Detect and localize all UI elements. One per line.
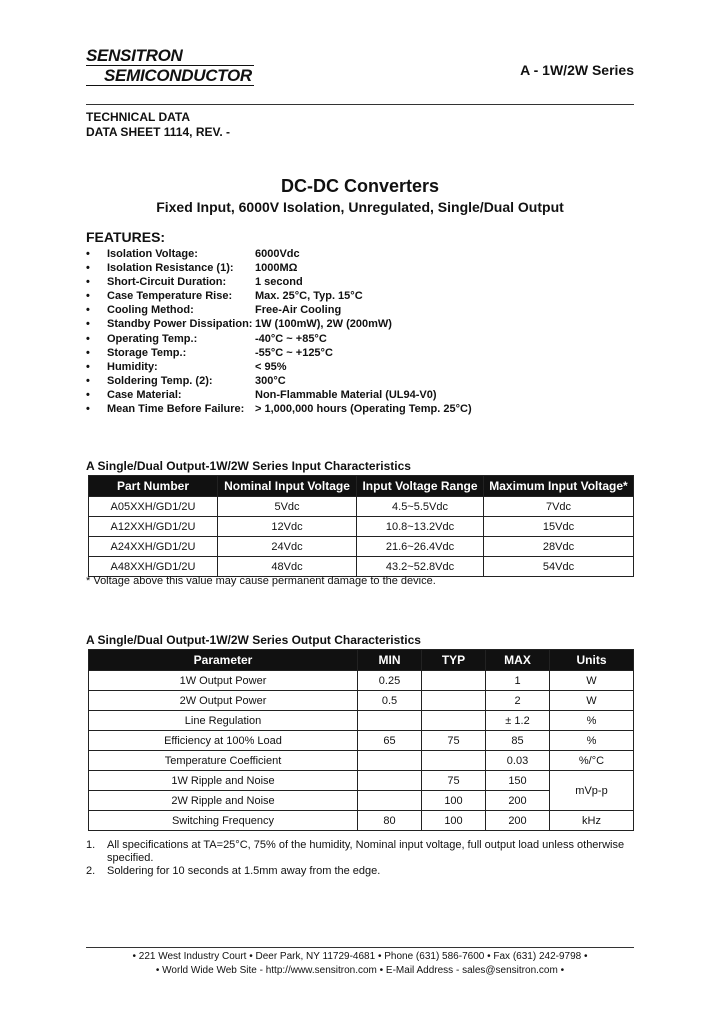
feature-name: Humidity:: [107, 360, 158, 373]
table-row: [89, 557, 634, 577]
bullet: •: [86, 374, 90, 387]
table-cell: 75: [422, 771, 486, 791]
table-header-row: [89, 476, 634, 497]
data-sheet-label: DATA SHEET 1114, REV. -: [86, 125, 231, 139]
ripple-unit-cell: mVp-p: [550, 771, 634, 811]
table-cell: 200: [486, 811, 550, 831]
table-cell: 100: [422, 811, 486, 831]
bullet: •: [86, 304, 90, 317]
footer-address: • 221 West Industry Court • Deer Park, NY 11729-4681 • Phone (631) 586-7600 • Fax (631) 242-9798 •: [132, 951, 588, 962]
table-cell: 2: [486, 691, 550, 711]
table-cell: 0.5: [358, 691, 422, 711]
table-cell: 65: [358, 731, 422, 751]
technical-data-label: TECHNICAL DATA: [86, 110, 190, 124]
table-cell: A24XXH/GD1/2U: [89, 537, 218, 557]
table-cell: 43.2~52.8Vdc: [357, 557, 484, 577]
table-cell: 150: [486, 771, 550, 791]
table-cell: 21.6~26.4Vdc: [357, 537, 484, 557]
feature-name: Case Temperature Rise:: [107, 290, 233, 303]
table-cell: 4.5~5.5Vdc: [357, 497, 484, 517]
footer-web-email: • World Wide Web Site - http://www.sensitron.com • E-Mail Address - sales@sensitron.com •: [155, 965, 565, 976]
table-cell: 15Vdc: [484, 517, 634, 537]
feature-name: Standby Power Dissipation:: [107, 318, 253, 331]
table-header-row: [89, 650, 634, 671]
table-row: [89, 517, 634, 537]
feature-value: 6000Vdc: [255, 248, 300, 260]
table-row: [89, 771, 634, 791]
table-cell: 2W Output Power: [89, 691, 358, 711]
table-row: [89, 537, 634, 557]
feature-value: Free-Air Cooling: [255, 304, 342, 317]
bullet: •: [86, 346, 90, 359]
notes-list: [86, 839, 626, 878]
feature-value: > 1,000,000 hours (Operating Temp. 25°C): [255, 403, 472, 416]
table-cell: 10.8~13.2Vdc: [357, 517, 484, 537]
output-table-heading: A Single/Dual Output-1W/2W Series Output Characteristics: [86, 633, 421, 647]
note-item: [86, 839, 626, 865]
bullet: •: [86, 388, 90, 401]
note-item: [86, 865, 626, 878]
table-cell: 12Vdc: [218, 517, 357, 537]
table-cell: 7Vdc: [484, 497, 634, 517]
table-row: [89, 497, 634, 517]
table-cell: [358, 711, 422, 731]
bullet: •: [86, 262, 90, 275]
table-cell: %: [550, 731, 634, 751]
feature-name: Soldering Temp. (2):: [107, 374, 213, 387]
table-row: [89, 751, 634, 771]
table-cell: 5Vdc: [218, 497, 357, 517]
table-row: [89, 811, 634, 831]
feature-name: Operating Temp.:: [107, 332, 198, 345]
column-header: MIN: [358, 650, 422, 671]
table-cell: 1W Output Power: [89, 671, 358, 691]
bullet: •: [86, 318, 90, 331]
table-cell: Efficiency at 100% Load: [89, 731, 358, 751]
table-cell: 48Vdc: [218, 557, 357, 577]
table-cell: Switching Frequency: [89, 811, 358, 831]
table-cell: A05XXH/GD1/2U: [89, 497, 218, 517]
series-label: A - 1W/2W Series: [520, 62, 634, 78]
table-cell: %/°C: [550, 751, 634, 771]
table-cell: W: [550, 671, 634, 691]
note-text: All specifications at TA=25°C, 75% of the humidity, Nominal input voltage, full output load unless otherwise specified.: [107, 839, 625, 864]
table-cell: kHz: [550, 811, 634, 831]
bullet: •: [86, 290, 90, 303]
feature-name: Case Material:: [107, 388, 182, 401]
feature-name: Isolation Voltage:: [107, 248, 198, 260]
feature-value: Non-Flammable Material (UL94-V0): [255, 388, 437, 401]
output-characteristics-table: [88, 649, 634, 831]
table-cell: 1W Ripple and Noise: [89, 771, 358, 791]
table-cell: ± 1.2: [486, 711, 550, 731]
column-header: Units: [550, 650, 634, 671]
feature-value: -55°C ~ +125°C: [255, 346, 333, 359]
table-cell: Temperature Coefficient: [89, 751, 358, 771]
table-cell: 0.25: [358, 671, 422, 691]
table-cell: 28Vdc: [484, 537, 634, 557]
table-cell: W: [550, 691, 634, 711]
table-cell: [358, 791, 422, 811]
column-header: Nominal Input Voltage: [218, 476, 357, 497]
bullet: •: [86, 332, 90, 345]
table-cell: [422, 671, 486, 691]
table-cell: 75: [422, 731, 486, 751]
table-cell: A48XXH/GD1/2U: [89, 557, 218, 577]
column-header: Input Voltage Range: [357, 476, 484, 497]
company-name-line2: SEMICONDUCTOR: [104, 66, 252, 85]
feature-name: Short-Circuit Duration:: [107, 276, 227, 289]
table-cell: 80: [358, 811, 422, 831]
bullet: •: [86, 403, 90, 416]
input-table-footnote: * Voltage above this value may cause permanent damage to the device.: [86, 575, 436, 587]
table-cell: [422, 691, 486, 711]
table-cell: 85: [486, 731, 550, 751]
table-cell: [358, 771, 422, 791]
table-cell: A12XXH/GD1/2U: [89, 517, 218, 537]
column-header: Parameter: [89, 650, 358, 671]
table-cell: 1: [486, 671, 550, 691]
features-heading: FEATURES:: [86, 229, 166, 245]
table-cell: [422, 711, 486, 731]
feature-name: Storage Temp.:: [107, 346, 187, 359]
table-cell: Line Regulation: [89, 711, 358, 731]
bullet: •: [86, 360, 90, 373]
company-name-line1: SENSITRON: [86, 46, 183, 65]
table-row: [89, 711, 634, 731]
note-text: Soldering for 10 seconds at 1.5mm away from the edge.: [107, 865, 381, 877]
table-cell: 54Vdc: [484, 557, 634, 577]
feature-value: 1W (100mW), 2W (200mW): [255, 318, 392, 331]
header-divider: [86, 104, 634, 105]
table-cell: 0.03: [486, 751, 550, 771]
table-cell: 200: [486, 791, 550, 811]
table-row: [89, 671, 634, 691]
table-cell: 100: [422, 791, 486, 811]
table-cell: [422, 751, 486, 771]
feature-name: Mean Time Before Failure:: [107, 403, 245, 416]
column-header: Part Number: [89, 476, 218, 497]
column-header: TYP: [422, 650, 486, 671]
column-header: MAX: [486, 650, 550, 671]
feature-value: 1000MΩ: [255, 262, 298, 275]
feature-value: 1 second: [255, 276, 303, 289]
feature-value: < 95%: [255, 360, 287, 373]
feature-value: Max. 25°C, Typ. 15°C: [255, 290, 363, 303]
logo-underline-2: [86, 85, 254, 86]
feature-name: Cooling Method:: [107, 304, 194, 317]
bullet: •: [86, 248, 90, 260]
table-cell: %: [550, 711, 634, 731]
input-table-heading: A Single/Dual Output-1W/2W Series Input Characteristics: [86, 459, 411, 473]
table-row: [89, 731, 634, 751]
document-subtitle: Fixed Input, 6000V Isolation, Unregulated, Single/Dual Output: [156, 199, 564, 215]
table-cell: 2W Ripple and Noise: [89, 791, 358, 811]
document-title: DC-DC Converters: [280, 176, 440, 196]
input-characteristics-table: [88, 475, 634, 577]
feature-value: -40°C ~ +85°C: [255, 332, 327, 345]
note-number: 1.: [86, 839, 96, 851]
table-row: [89, 691, 634, 711]
bullet: •: [86, 276, 90, 289]
table-cell: 24Vdc: [218, 537, 357, 557]
feature-value: 300°C: [255, 374, 286, 387]
column-header: Maximum Input Voltage*: [484, 476, 634, 497]
footer-divider: [86, 947, 634, 948]
note-number: 2.: [86, 865, 96, 877]
table-cell: [358, 751, 422, 771]
feature-name: Isolation Resistance (1):: [107, 262, 234, 275]
